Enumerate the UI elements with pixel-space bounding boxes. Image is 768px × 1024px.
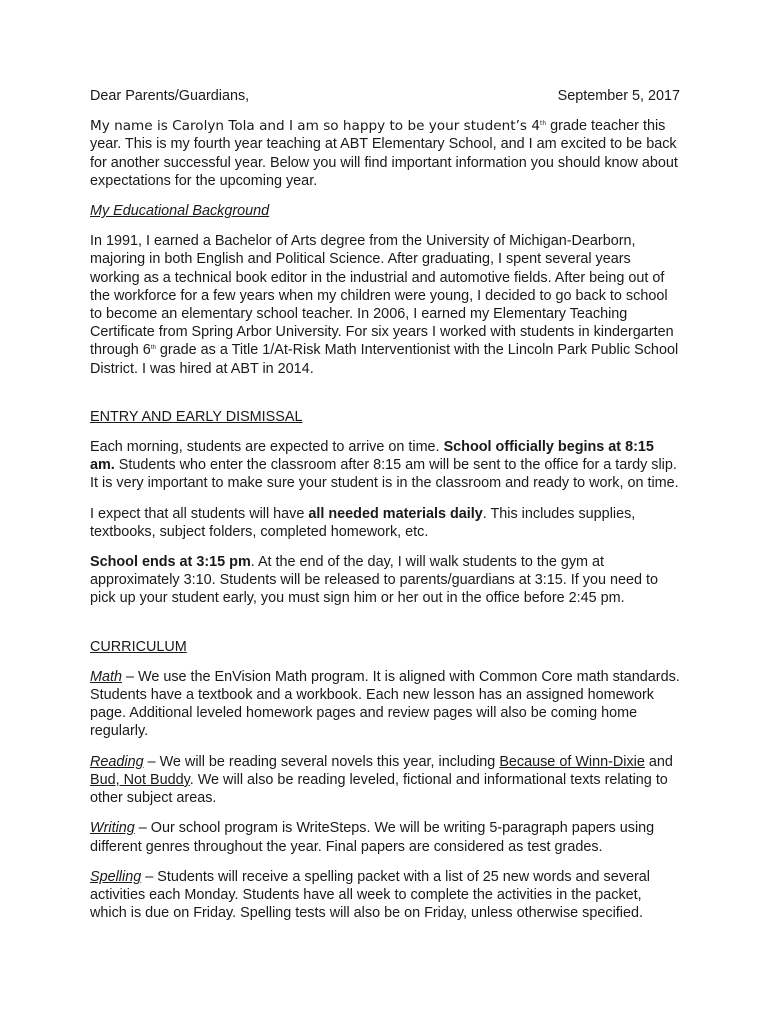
spelling-label: Spelling <box>90 868 142 885</box>
letter-page <box>90 87 680 934</box>
book-title-bud-not-buddy: Bud, Not Buddy <box>90 771 190 788</box>
curriculum-math-paragraph <box>90 668 680 741</box>
dismissal-time-emphasis: School ends at 3:15 pm <box>90 554 251 571</box>
spelling-text: – Students will receive a spelling packet with a list of 25 new words and several activities each Monday. Students have all week to complete the activities in the packet, which is due on Friday. Spelling tests will also be on Friday, unless otherwise specified. <box>90 868 650 922</box>
reading-text-rest: . We will also be reading leveled, fictional and informational texts relating to other subject areas. <box>90 771 668 807</box>
background-heading: My Educational Background <box>90 203 270 220</box>
dismissal-text: . At the end of the day, I will walk students to the gym at approximately 3:10. Students will be released to parents/guardians at 3:15. If you need to pick up your student early, you must sign him or her out in the office before 2:45 pm. <box>90 554 658 607</box>
math-label: Math <box>90 668 122 685</box>
entry-dismissal-heading: ENTRY AND EARLY DISMISSAL <box>90 408 303 425</box>
curriculum-writing-paragraph <box>90 819 680 855</box>
intro-rest: grade teacher this year. This is my fourth year teaching at ABT Elementary School, and I am excited to be back for another successful year. Below you will find important information you should know about expectations for the upcoming year. <box>90 118 678 189</box>
reading-label: Reading <box>90 753 144 770</box>
background-text-part1: In 1991, I earned a Bachelor of Arts degree from the University of Michigan-Dearborn, majoring in both English and Political Science. After graduating, I spent several years working as a technical book editor in the industrial and automotive fields. After being out of the workforce for a few years when my children were young, I decided to go back to school to become an elementary school teacher. In 2006, I earned my Elementary Teaching Certificate from Spring Arbor University. For six years I worked with students in kindergarten through 6 <box>90 233 674 359</box>
background-ordinal-suffix: th <box>150 345 156 352</box>
intro-ordinal-suffix: th <box>540 120 547 128</box>
salutation: Dear Parents/Guardians, <box>90 88 250 104</box>
reading-conjunction: and <box>644 753 673 770</box>
materials-text-rest: . This includes supplies, textbooks, subject folders, completed homework, etc. <box>90 505 636 540</box>
math-text: – We use the EnVision Math program. It is aligned with Common Core math standards. Students have a textbook and a workbook. Each new lesson has an assigned homework page. Additional leveled homework pages and review pages will also be coming home regularly. <box>90 668 680 740</box>
writing-text: – Our school program is WriteSteps. We will be writing 5-paragraph papers using different genres throughout the year. Final papers are considered as test grades. <box>90 820 655 855</box>
intro-lead: My name is Carolyn Tola and I am so happy to be your student’s 4 <box>90 118 540 135</box>
greeting-line <box>90 87 680 105</box>
curriculum-spelling-paragraph <box>90 868 680 923</box>
entry-paragraph-materials <box>90 505 680 541</box>
letter-date: September 5, 2017 <box>557 88 680 104</box>
writing-label: Writing <box>90 820 135 837</box>
background-paragraph <box>90 232 680 378</box>
reading-text-lead: – We will be reading several novels this year, including <box>143 753 500 770</box>
entry-paragraph-dismissal <box>90 553 680 608</box>
background-text-part2: grade as a Title 1/At-Risk Math Interventionist with the Lincoln Park Public School District. I was hired at ABT in 2014. <box>90 342 679 377</box>
entry-tardy-text: Students who enter the classroom after 8:15 am will be sent to the office for a tardy slip. It is very important to make sure your student is in the classroom and ready to work, on time. <box>90 457 679 492</box>
entry-paragraph-arrival <box>90 438 680 493</box>
materials-emphasis: all needed materials daily <box>308 505 483 522</box>
materials-text-lead: I expect that all students will have <box>90 505 309 522</box>
intro-paragraph <box>90 117 680 190</box>
curriculum-reading-paragraph <box>90 753 680 808</box>
entry-start-time-emphasis: School officially begins at 8:15 am. <box>90 439 654 474</box>
entry-arrival-text: Each morning, students are expected to arrive on time. <box>90 439 444 456</box>
book-title-winn-dixie: Because of Winn-Dixie <box>499 753 645 770</box>
curriculum-heading: CURRICULUM <box>90 638 187 655</box>
